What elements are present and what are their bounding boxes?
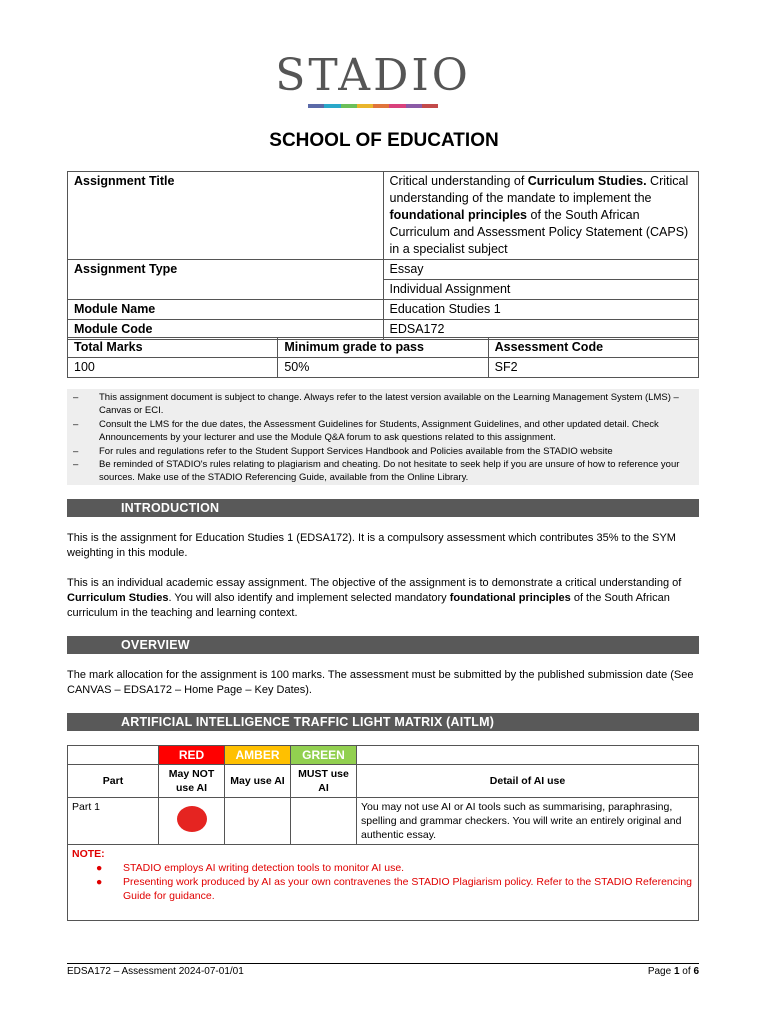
school-heading: SCHOOL OF EDUCATION xyxy=(269,130,499,151)
title-text: Critical understanding of xyxy=(389,174,528,188)
red-header: RED xyxy=(159,746,225,765)
amber-subheader: May use AI xyxy=(225,765,291,798)
title-bold: foundational principles xyxy=(389,208,528,222)
note-item xyxy=(73,445,693,458)
assessment-code-value: SF2 xyxy=(488,358,698,378)
note-text: For rules and regulations refer to the Student Support Services Handbook and Policies available from the STADIO website xyxy=(99,445,613,457)
overview-heading: OVERVIEW xyxy=(67,636,699,654)
table-row xyxy=(68,300,699,320)
empty-cell xyxy=(68,746,159,765)
bullet-icon: ● xyxy=(96,876,103,888)
assignment-info-table xyxy=(67,171,699,340)
marks-table xyxy=(67,337,699,378)
logo-bar-segment xyxy=(341,104,357,108)
introduction-para-2 xyxy=(67,576,699,622)
para-text: . You will also identify and implement selected mandatory xyxy=(168,592,450,605)
table-row xyxy=(68,845,699,921)
note-dash: – xyxy=(73,459,79,471)
aitlm-heading: ARTIFICIAL INTELLIGENCE TRAFFIC LIGHT MATRIX (AITLM) xyxy=(67,713,699,731)
detail-cell: You may not use AI or AI tools such as summarising, paraphrasing, spelling and grammar checkers. You will write an entirely original and authentic essay. xyxy=(357,798,699,845)
assignment-title-value xyxy=(383,172,699,260)
note-label: NOTE: xyxy=(72,848,105,860)
table-row xyxy=(68,798,699,845)
notes-box xyxy=(67,389,699,485)
assessment-code-label: Assessment Code xyxy=(488,338,698,358)
title-bold: Curriculum Studies. xyxy=(527,174,647,188)
para-text: of the South African curriculum in the teaching and learning context. xyxy=(67,592,670,620)
module-code-value: EDSA172 xyxy=(383,320,699,340)
table-row xyxy=(68,746,699,765)
note-text: This assignment document is subject to change. Always refer to the latest version available on the Learning Management System (LMS) – Canvas or ECI. xyxy=(99,392,679,417)
assignment-type-value: Individual Assignment xyxy=(383,280,699,300)
part-header: Part xyxy=(68,765,159,798)
table-row xyxy=(68,172,699,260)
detail-header: Detail of AI use xyxy=(357,765,699,798)
introduction-heading: INTRODUCTION xyxy=(67,499,699,517)
amber-indicator-cell xyxy=(225,798,291,845)
module-name-label: Module Name xyxy=(68,300,384,320)
ai-traffic-light-matrix xyxy=(67,745,699,921)
part-cell: Part 1 xyxy=(68,798,159,845)
note-text: Consult the LMS for the due dates, the Assessment Guidelines for Students, Assignment Guidelines, and other updated detail. Check Announcements by your lecturer and use the Module Q&A forum to ask questions related to this assignment. xyxy=(99,418,659,444)
table-row xyxy=(68,358,699,378)
green-subheader: MUST use AI xyxy=(291,765,357,798)
min-grade-label: Minimum grade to pass xyxy=(278,338,488,358)
table-row xyxy=(68,260,699,280)
note-dash: – xyxy=(73,445,79,457)
page-of: of xyxy=(679,966,694,977)
note-bullet xyxy=(72,861,694,875)
table-row xyxy=(68,765,699,798)
para-bold: Curriculum Studies xyxy=(67,592,169,605)
assignment-type-value: Essay xyxy=(383,260,699,280)
red-dot-icon xyxy=(176,805,208,833)
note-dash: – xyxy=(73,418,79,430)
note-item xyxy=(73,391,693,418)
note-bullet xyxy=(72,875,694,903)
overview-para: The mark allocation for the assignment is 100 marks. The assessment must be submitted by the published submission date (See CANVAS – EDSA172 – Home Page – Key Dates). xyxy=(67,669,694,697)
total-marks-label: Total Marks xyxy=(68,338,278,358)
title-text: Critical understanding of the mandate to implement the xyxy=(389,174,689,205)
logo-bar-segment xyxy=(422,104,438,108)
logo-bar-segment xyxy=(389,104,405,108)
note-dash: – xyxy=(73,392,79,403)
footer-divider xyxy=(67,963,699,964)
para-text: This is an individual academic essay assignment. The objective of the assignment is to demonstrate a critical understanding of xyxy=(67,577,682,589)
assignment-type-label: Assignment Type xyxy=(68,260,384,300)
table-row xyxy=(68,338,699,358)
page-current: 1 xyxy=(673,966,680,977)
note-text: Be reminded of STADIO's rules relating to plagiarism and cheating. Do not hesitate to seek help if you are unsure of how to reference your sources. Make use of the STADIO Referencing Guide, available from the Online Library. xyxy=(99,459,680,484)
stadio-logo xyxy=(258,50,488,112)
logo-bar-segment xyxy=(308,104,324,108)
introduction-para-1: This is the assignment for Education Studies 1 (EDSA172). It is a compulsory assessment which contributes 35% to the SYM weighting in this module. xyxy=(67,532,676,560)
note-bullet-text: STADIO employs AI writing detection tools to monitor AI use. xyxy=(123,862,405,874)
footer-page-number xyxy=(648,966,699,977)
green-indicator-cell xyxy=(291,798,357,845)
assignment-title-label: Assignment Title xyxy=(68,172,384,260)
red-subheader: May NOT use AI xyxy=(159,765,225,798)
logo-color-bar xyxy=(308,104,438,108)
module-name-value: Education Studies 1 xyxy=(383,300,699,320)
logo-bar-segment xyxy=(373,104,389,108)
note-item xyxy=(73,458,693,485)
bullet-icon: ● xyxy=(96,862,103,874)
title-text: of the South African Curriculum and Assessment Policy Statement (CAPS) in a specialist subject xyxy=(389,208,689,256)
logo-bar-segment xyxy=(357,104,373,108)
logo-bar-segment xyxy=(324,104,340,108)
red-indicator-cell xyxy=(159,798,225,845)
page-word: Page xyxy=(647,966,674,977)
logo-bar-segment xyxy=(406,104,422,108)
para-bold: foundational principles xyxy=(449,592,571,605)
empty-cell xyxy=(357,746,699,765)
note-cell xyxy=(68,845,699,921)
module-code-label: Module Code xyxy=(68,320,384,340)
green-header: GREEN xyxy=(291,746,357,765)
logo-text: STADIO xyxy=(275,50,471,101)
note-item xyxy=(73,418,693,445)
page-total: 6 xyxy=(693,966,699,977)
amber-header: AMBER xyxy=(225,746,291,765)
min-grade-value: 50% xyxy=(278,358,488,378)
note-bullet-text: Presenting work produced by AI as your own contravenes the STADIO Plagiarism policy. Refer to the STADIO Referencing Guide for guidance. xyxy=(123,876,693,902)
footer-doc-id: EDSA172 – Assessment 2024-07-01/01 xyxy=(67,966,244,977)
total-marks-value: 100 xyxy=(68,358,278,378)
